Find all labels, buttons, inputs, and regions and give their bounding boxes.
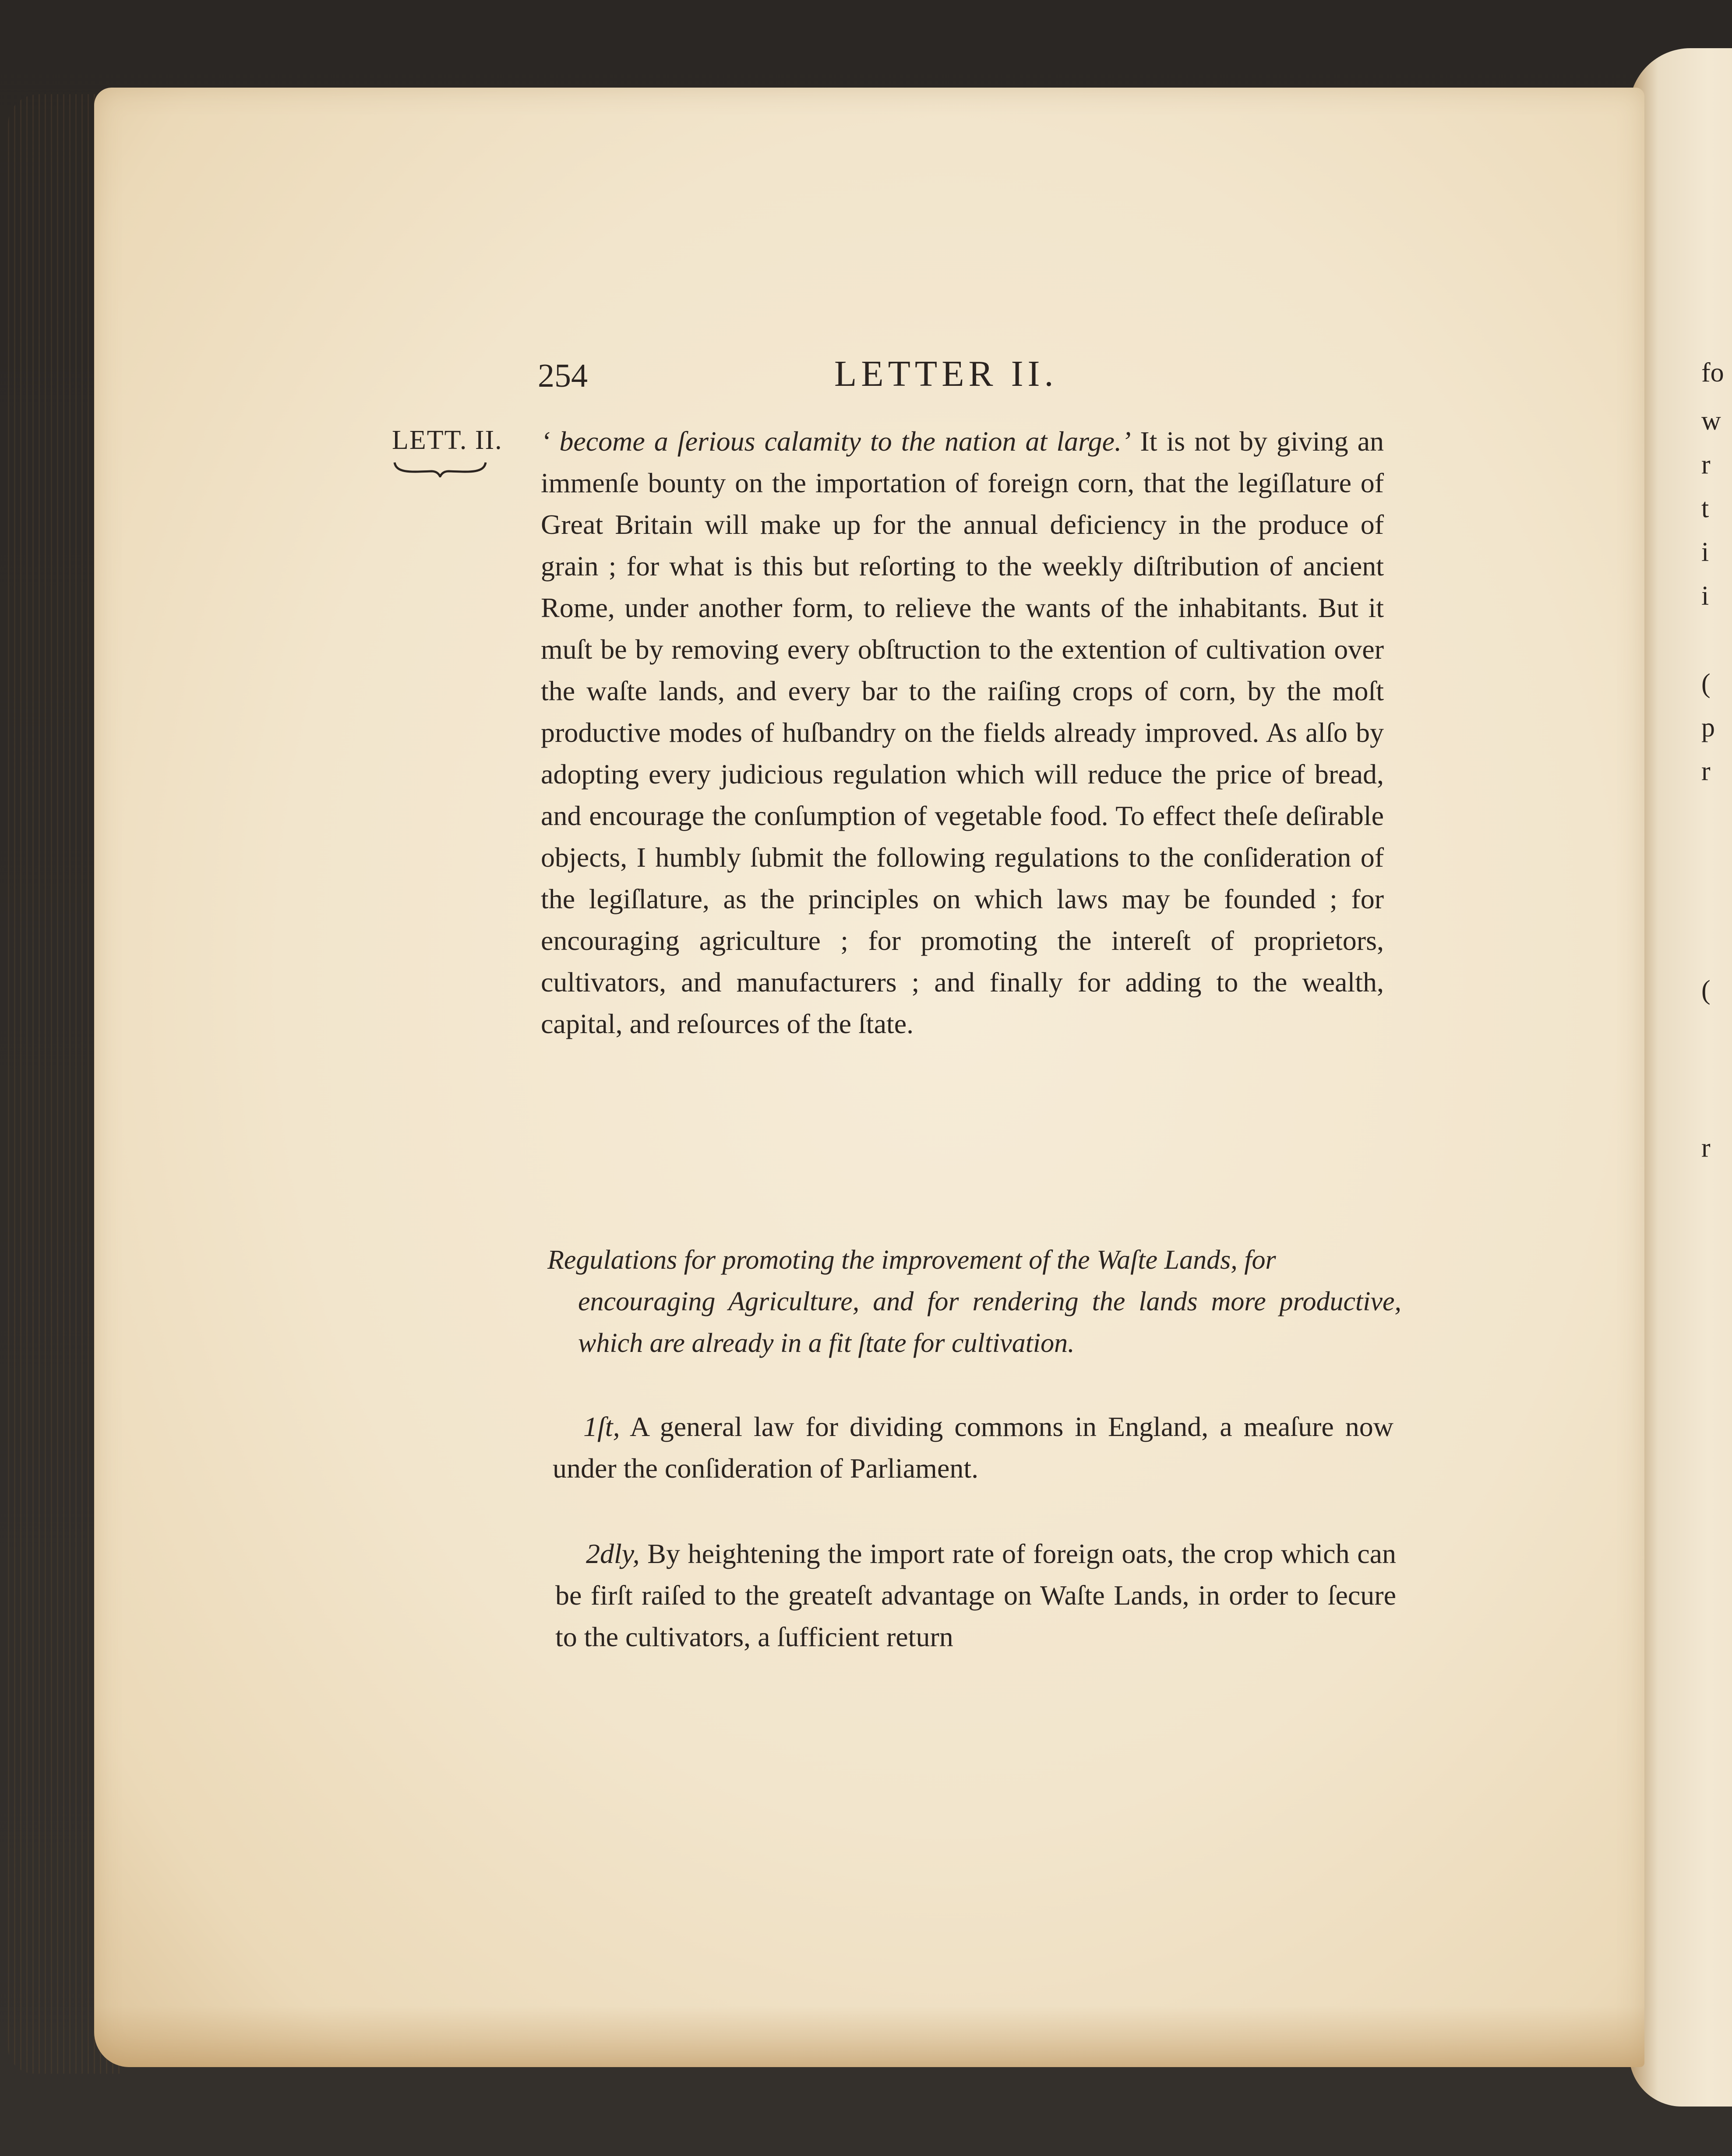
regulation-item: [555, 1533, 1396, 1658]
margin-note: LETT. II.: [392, 425, 503, 455]
facing-page-fragment: (: [1701, 975, 1711, 1005]
body-paragraph: [541, 420, 1384, 1044]
facing-page-fragment: r: [1701, 756, 1711, 786]
item-text: By heightening the import rate of foreign oats, the crop which can be firſt raiſed to the greateſt advantage on Waſte Lands, in order to ſecure to the cultivators, a ſufficient return: [555, 1538, 1397, 1652]
facing-page-fragment: r: [1701, 450, 1711, 480]
section-heading-continuation: encouraging Agriculture, and for rendering the lands more productive, which are already in a fit ſtate for cultivation.: [578, 1287, 1401, 1358]
regulation-item: [553, 1406, 1393, 1489]
facing-page-fragment: (: [1701, 669, 1711, 699]
item-number: 1ſt,: [583, 1411, 620, 1442]
facing-page-fragment: w: [1701, 406, 1721, 436]
section-heading: [547, 1239, 1401, 1364]
page-number: 254: [538, 357, 588, 394]
item-text: A general law for dividing commons in England, a meaſure now under the conſideration of Parliament.: [553, 1411, 1394, 1484]
lead-quote: ‘ become a ſerious calamity to the nation at large.’: [541, 426, 1131, 457]
facing-page-fragment: i: [1701, 581, 1709, 611]
running-head: LETTER II.: [834, 353, 1058, 394]
facing-page-fragment: i: [1701, 537, 1709, 567]
facing-page-fragment: p: [1701, 713, 1715, 742]
body-text: [541, 420, 1384, 1044]
facing-page-fragment: t: [1701, 494, 1709, 523]
facing-page-fragment: fo: [1701, 358, 1724, 388]
brace-ornament: [392, 460, 488, 477]
paragraph-text: It is not by giving an immenſe bounty on the importation of foreign corn, that the legiſlature of Great Britain will make up for the annual deficiency in the produce of grain ; for what is this but reſorting to the weekly diſtribution of ancient Rome, under another form, to relieve the wants of the inhabitants. But it muſt be by removing every obſtruction to the extention of cultivation over the waſte lands, and every bar to the raiſing crops of corn, by the moſt productive modes of huſbandry on the fields already improved. As alſo by adopting every judicious regulation which will reduce the price of bread, and encourage the conſumption of vegetable food. To effect theſe deſirable objects, I humbly ſubmit the following regulations to the conſideration of the legiſlature, as the principles on which laws may be founded ; for encouraging agriculture ; for promoting the intereſt of proprietors, cultivators, and manufacturers ; and finally for adding to the wealth, capital, and reſources of the ſtate.: [541, 426, 1384, 1039]
item-number: 2dly,: [586, 1538, 640, 1569]
facing-page-fragment: r: [1701, 1133, 1711, 1163]
facing-page: [1629, 48, 1732, 2107]
section-heading-first-line: Regulations for promoting the improvement of the Waſte Lands, for: [547, 1245, 1276, 1275]
